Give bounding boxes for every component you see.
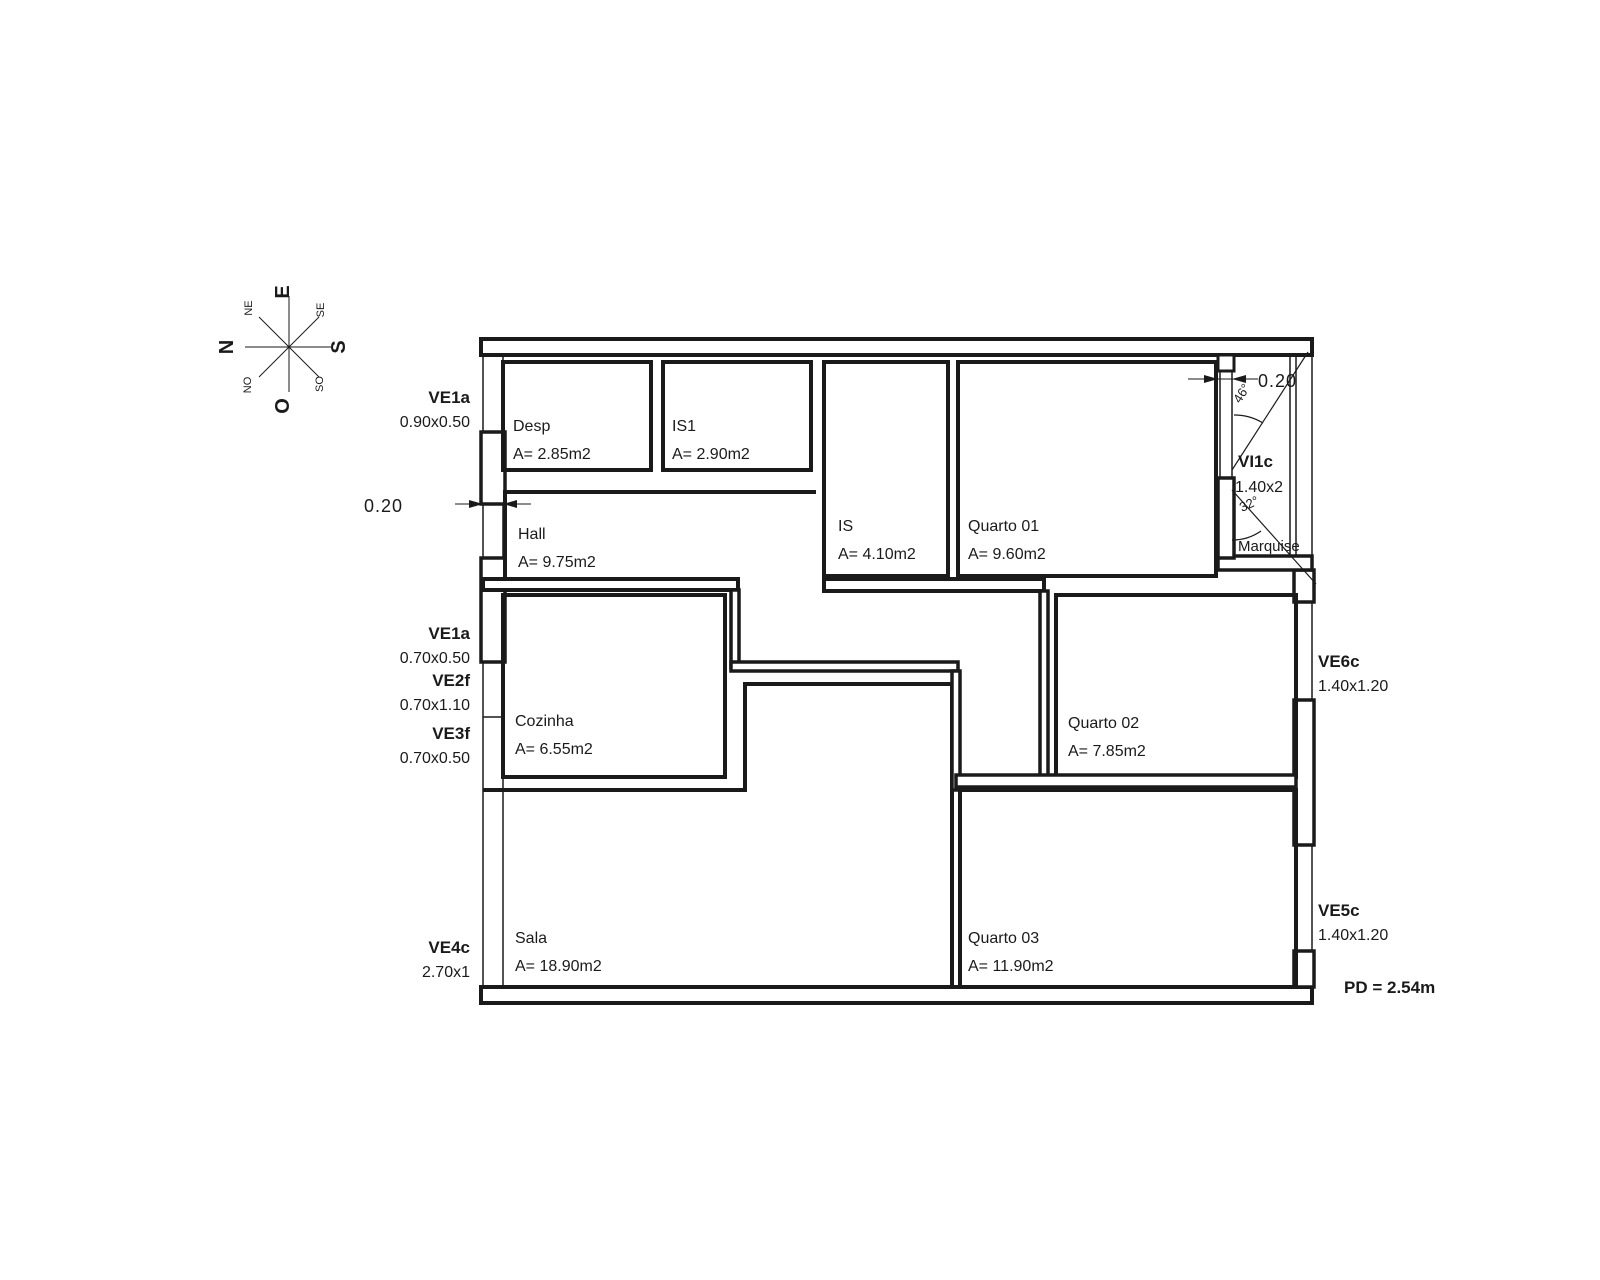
dim-value-left: 0.20 <box>363 496 403 516</box>
room-label-is1: IS1 <box>672 418 697 435</box>
wall-sala-quarto03-upper <box>952 671 960 790</box>
window-size-ve5c: 1.40x1.20 <box>1318 927 1389 944</box>
room-outline-quarto01 <box>958 362 1216 576</box>
window-code-ve1a-top: VE1a <box>428 388 470 407</box>
compass-label-e: E <box>272 285 294 299</box>
wall-corridor-sala <box>731 662 958 671</box>
angle-label-lower: 32° <box>1236 492 1262 515</box>
window-code-ve2f: VE2f <box>432 671 470 690</box>
wall-corridor-quarto02 <box>1040 591 1048 783</box>
window-code-vi1c: VI1c <box>1238 452 1273 471</box>
room-area-is1: A= 2.90m2 <box>672 446 750 463</box>
window-code-ve4c: VE4c <box>428 938 470 957</box>
room-area-is: A= 4.10m2 <box>838 546 916 563</box>
room-label-marquise: Marquise <box>1238 538 1300 555</box>
wall-bottom-band <box>481 987 1312 1003</box>
room-label-is: IS <box>838 518 854 535</box>
window-code-ve3f: VE3f <box>432 724 470 743</box>
angle-label-upper: 46° <box>1229 380 1254 406</box>
wall-hall-cozinha <box>483 579 738 590</box>
wall-quarto02-quarto03 <box>956 775 1296 787</box>
room-label-sala: Sala <box>515 930 548 947</box>
room-label-quarto03: Quarto 03 <box>968 930 1040 947</box>
window-code-ve6c: VE6c <box>1318 652 1360 671</box>
angle-arc-upper <box>1234 415 1263 423</box>
ceiling-height-label: PD = 2.54m <box>1344 978 1436 997</box>
room-area-quarto01: A= 9.60m2 <box>968 546 1046 563</box>
window-size-ve1a-top: 0.90x0.50 <box>399 414 470 431</box>
compass-label-o: O <box>272 398 294 414</box>
room-area-quarto02: A= 7.85m2 <box>1068 743 1146 760</box>
wall-cozinha-corridor <box>731 590 739 668</box>
window-code-ve5c: VE5c <box>1318 901 1360 920</box>
compass-label-s: S <box>328 340 350 354</box>
window-size-ve3f: 0.70x0.50 <box>399 750 470 767</box>
room-label-quarto02: Quarto 02 <box>1068 715 1140 732</box>
room-area-quarto03: A= 11.90m2 <box>968 958 1054 975</box>
room-area-cozinha: A= 6.55m2 <box>515 741 593 758</box>
compass-label-no: NO <box>242 376 254 394</box>
compass-label-se: SE <box>315 302 327 318</box>
gap-wall-lower-block <box>1218 478 1234 558</box>
gap-wall-top-stub <box>1218 355 1234 371</box>
window-size-ve1a-mid: 0.70x0.50 <box>399 650 470 667</box>
room-label-quarto01: Quarto 01 <box>968 518 1040 535</box>
compass-label-so: SO <box>314 376 326 392</box>
window-code-ve1a-mid: VE1a <box>428 624 470 643</box>
dim-value-right: 0.20 <box>1258 371 1298 391</box>
room-label-cozinha: Cozinha <box>515 713 574 730</box>
room-area-sala: A= 18.90m2 <box>515 958 602 975</box>
window-size-ve4c: 2.70x1 <box>421 964 470 981</box>
room-label-hall: Hall <box>518 526 546 543</box>
room-area-desp: A= 2.85m2 <box>513 446 591 463</box>
compass-label-ne: NE <box>243 300 255 316</box>
room-label-desp: Desp <box>513 418 551 435</box>
compass-label-n: N <box>216 339 238 355</box>
window-size-ve6c: 1.40x1.20 <box>1318 678 1389 695</box>
window-size-ve2f: 0.70x1.10 <box>399 697 470 714</box>
window-size-vi1c: 1.40x2 <box>1235 479 1284 496</box>
room-outline-is <box>824 362 948 576</box>
room-area-hall: A= 9.75m2 <box>518 554 596 571</box>
wall-corridor-top <box>824 579 1044 591</box>
wall-top-band <box>481 339 1312 355</box>
